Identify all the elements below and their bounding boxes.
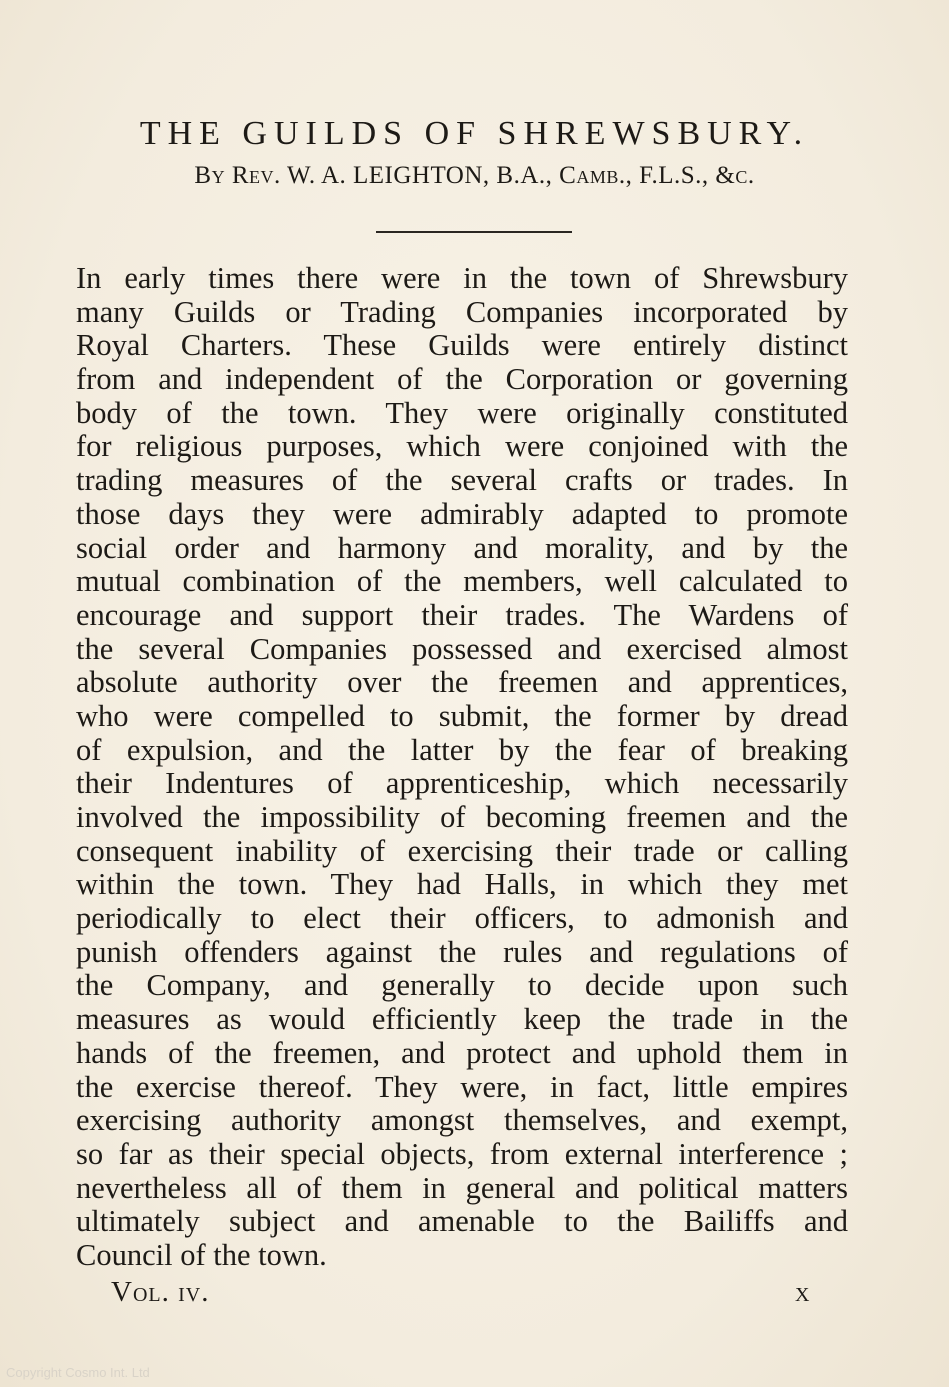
volume-label: Vol. iv.	[111, 1276, 210, 1308]
text-line: measures as would efficiently keep the trade in the	[76, 1002, 848, 1037]
text-line: mutual combination of the members, well calculated to	[76, 564, 848, 599]
text-line: exercising authority amongst themselves, and exempt,	[76, 1103, 848, 1138]
text-line: many Guilds or Trading Companies incorporated by	[76, 294, 848, 329]
text-line: ultimately subject and amenable to the Bailiffs and	[76, 1204, 848, 1239]
text-line: encourage and support their trades. The Wardens of	[76, 597, 848, 632]
text-line: within the town. They had Halls, in which they met	[76, 867, 848, 902]
text-line: social order and harmony and morality, and by the	[76, 530, 848, 565]
signature-mark: x	[795, 1277, 810, 1308]
text-line: body of the town. They were originally constituted	[76, 395, 848, 430]
page-title: THE GUILDS OF SHREWSBURY.	[139, 114, 810, 152]
body-text	[76, 262, 848, 1273]
text-line: trading measures of the several crafts or trades. In	[76, 463, 848, 498]
text-line: In early times there were in the town of Shrewsbury	[76, 261, 848, 295]
text-line: from and independent of the Corporation or governing	[76, 362, 848, 397]
text-line: so far as their special objects, from external interference ;	[76, 1136, 848, 1171]
text-line: consequent inability of exercising their trade or calling	[76, 833, 848, 868]
text-line: who were compelled to submit, the former by dread	[76, 698, 848, 733]
author-byline: By Rev. W. A. LEIGHTON, B.A., Camb., F.L.S., &c.	[194, 162, 755, 189]
text-line: involved the impossibility of becoming freemen and the	[76, 800, 848, 834]
text-line: Council of the town.	[76, 1237, 327, 1272]
title-divider	[376, 231, 572, 233]
text-line: punish offenders against the rules and regulations of	[76, 934, 848, 969]
text-line: for religious purposes, which were conjoined with the	[76, 429, 848, 464]
text-line: the Company, and generally to decide upon such	[76, 968, 848, 1003]
copyright-watermark: Copyright Cosmo Int. Ltd	[6, 1365, 150, 1380]
text-line: those days they were admirably adapted to promote	[76, 496, 848, 531]
text-line: nevertheless all of them in general and political matters	[76, 1170, 848, 1205]
text-line: the exercise thereof. They were, in fact, little empires	[76, 1069, 848, 1104]
text-line: the several Companies possessed and exercised almost	[76, 631, 848, 666]
text-line: their Indentures of apprenticeship, which necessarily	[76, 766, 848, 801]
text-line: hands of the freemen, and protect and uphold them in	[76, 1035, 848, 1070]
text-line: absolute authority over the freemen and apprentices,	[76, 665, 848, 700]
text-line: Royal Charters. These Guilds were entirely distinct	[76, 328, 848, 363]
text-line: of expulsion, and the latter by the fear of breaking	[76, 732, 848, 767]
text-line: periodically to elect their officers, to admonish and	[76, 901, 848, 936]
